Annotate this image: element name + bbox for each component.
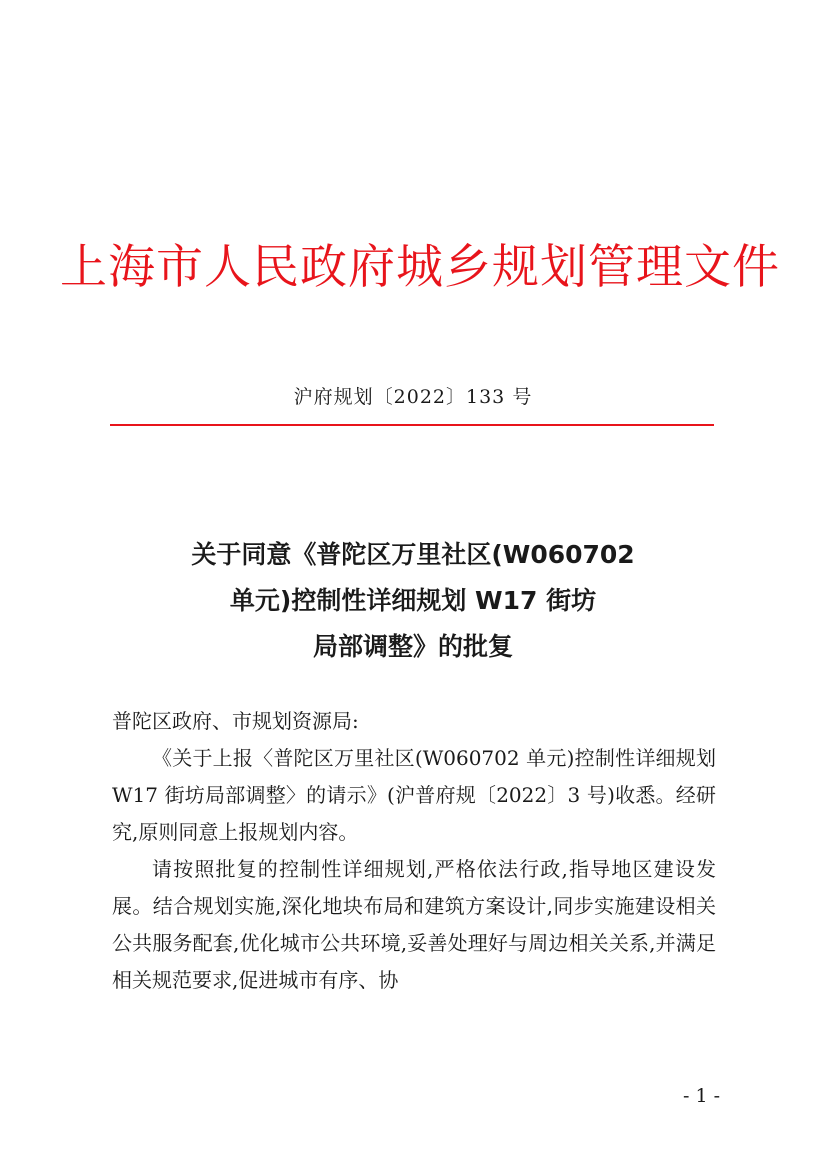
salutation: 普陀区政府、市规划资源局: <box>112 709 359 733</box>
body-paragraph-2: 请按照批复的控制性详细规划,严格依法行政,指导地区建设发展。结合规划实施,深化地块布局和建筑方案设计,同步实施建设相关公共服务配套,优化城市公共环境,妥善处理好与周边相关关系,并满足相关规范要求,促进城市有序、协 <box>112 857 716 992</box>
document-body <box>112 703 716 999</box>
body-paragraph-1: 《关于上报〈普陀区万里社区(W060702 单元)控制性详细规划 W17 街坊局部调整〉的请示》(沪普府规〔2022〕3 号)收悉。经研究,原则同意上报规划内容。 <box>112 746 716 844</box>
title-line-3: 局部调整》的批复 <box>312 632 513 661</box>
red-separator-line <box>110 424 714 426</box>
document-number: 沪府规划〔2022〕133 号 <box>293 386 533 408</box>
masthead-title: 上海市人民政府城乡规划管理文件 <box>60 240 780 295</box>
page-number: - 1 - <box>682 1085 720 1107</box>
document-title <box>110 532 716 670</box>
title-line-1: 关于同意《普陀区万里社区(W060702 <box>191 540 635 569</box>
title-line-2: 单元)控制性详细规划 W17 街坊 <box>229 586 597 615</box>
